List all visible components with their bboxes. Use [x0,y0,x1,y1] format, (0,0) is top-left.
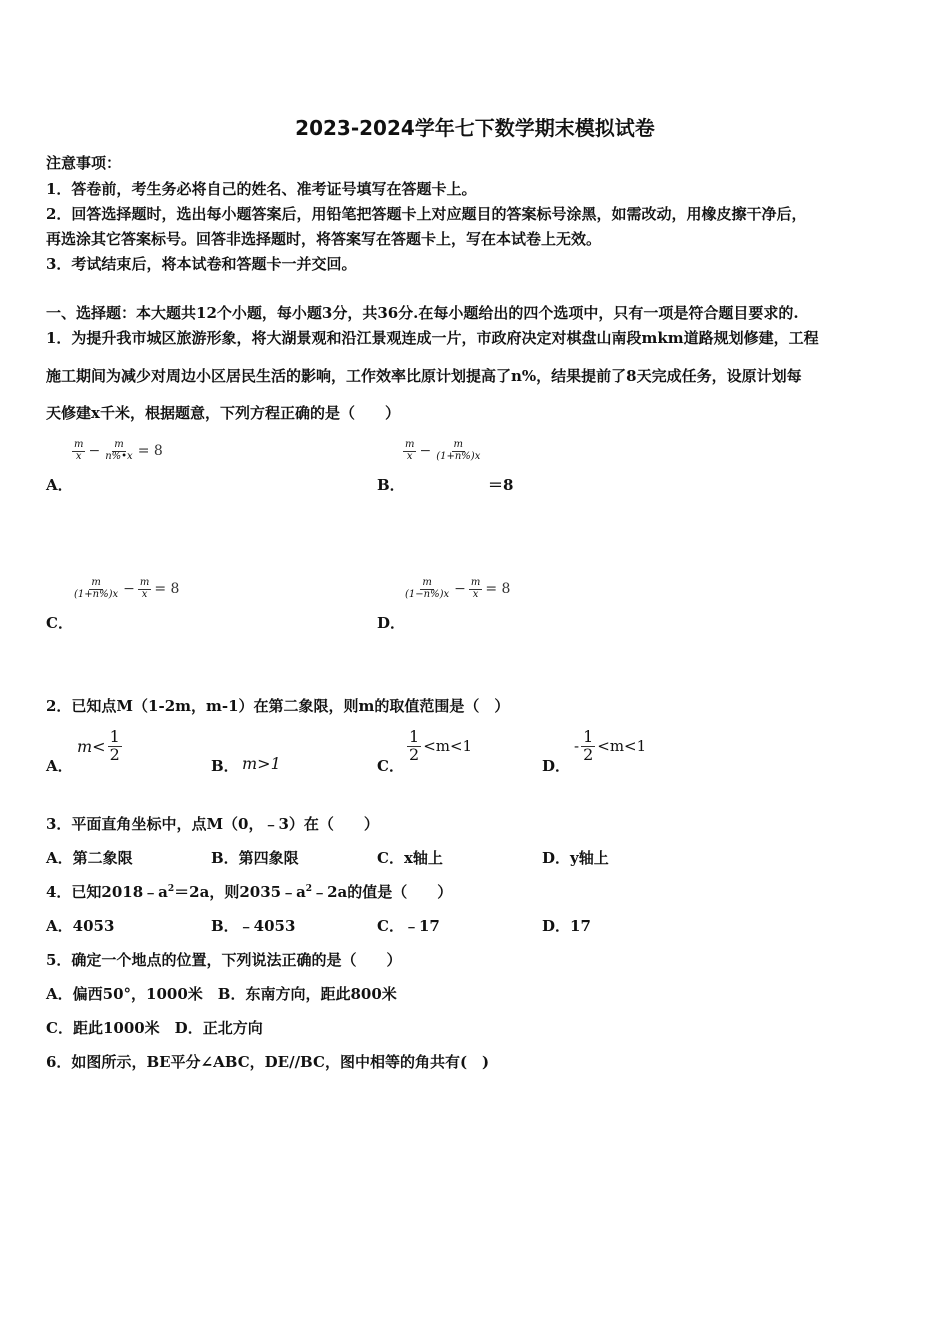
notice-item-3: 3．考试结束后，将本试卷和答题卡一并交回。 [46,255,357,273]
q2-option-d-formula: - $\frac{1}{2}$ <m<1 [574,727,647,764]
q1-option-a-formula: $\frac{m}{x}$ − $\frac{m}{n\%•x}$ = 8 [74,439,163,462]
q4-option-c[interactable]: C．﹣17 [377,917,440,935]
q2-option-b-formula: m>1 [242,754,281,773]
q3-option-b[interactable]: B．第四象限 [211,849,299,867]
q2-option-c-label[interactable]: C． [377,757,404,775]
q3-option-d[interactable]: D．y轴上 [542,849,609,867]
page-title: 2023-2024学年七下数学期末模拟试卷 [295,116,655,140]
q4-option-a[interactable]: A．4053 [46,917,115,935]
q5-options-line-1[interactable]: A．偏西50°，1000米 B．东南方向，距此800米 [46,985,397,1003]
notice-heading: 注意事项： [46,154,122,172]
q3-stem: 3．平面直角坐标中，点M（0，﹣3）在（ ） [46,815,379,833]
notice-item-1: 1．答卷前，考生务必将自己的姓名、准考证号填写在答题卡上。 [46,180,477,198]
q1-option-b-formula: $\frac{m}{x}$ − $\frac{m}{(1+n\%)x}$ [405,439,481,462]
q2-option-d-label[interactable]: D． [542,757,571,775]
q2-option-a-formula: m< $\frac{1}{2}$ [77,727,120,764]
q2-option-c-formula: $\frac{1}{2}$ <m<1 [409,727,473,764]
q1-line-1: 1．为提升我市城区旅游形象，将大湖景观和沿江景观连成一片，市政府决定对棋盘山南段mkm道路规划修建，工程 [46,329,819,347]
q4-stem: 4．已知$2018﹣a^2=2a$，则$2035﹣a^2﹣2a$的值是（ ） [46,883,453,901]
q4-option-d[interactable]: D．17 [542,917,591,935]
q2-stem: 2．已知点M（1-2m，m-1）在第二象限，则m的取值范围是（ ） [46,697,510,715]
q1-option-d-label[interactable]: D． [377,614,406,632]
section-heading: 一、选择题：本大题共12个小题，每小题3分，共36分.在每小题给出的四个选项中，只有一项是符合题目要求的. [46,304,799,322]
q1-option-a-label[interactable]: A． [46,476,73,494]
q1-option-c-formula: $\frac{m}{(1+n\%)x}$ − $\frac{m}{x}$ = 8 [74,577,180,600]
q4-option-b[interactable]: B．﹣4053 [211,917,296,935]
q2-option-b-label[interactable]: B． [211,757,239,775]
q1-option-c-label[interactable]: C． [46,614,73,632]
q1-line-2: 施工期间为减少对周边小区居民生活的影响，工作效率比原计划提高了n%，结果提前了8天完成任务，设原计划每 [46,367,802,385]
q1-option-b-rhs: ＝8 [488,476,514,494]
q2-option-a-label[interactable]: A． [46,757,73,775]
q5-options-line-2[interactable]: C．距此1000米 D．正北方向 [46,1019,263,1037]
q1-option-d-formula: $\frac{m}{(1-n\%)x}$ − $\frac{m}{x}$ = 8 [405,577,511,600]
notice-item-2: 2．回答选择题时，选出每小题答案后，用铅笔把答题卡上对应题目的答案标号涂黑，如需改动，用橡皮擦干净后， [46,205,807,223]
notice-item-2-cont: 再选涂其它答案标号。回答非选择题时，将答案写在答题卡上，写在本试卷上无效。 [46,230,602,248]
q1-line-3: 天修建x千米，根据题意，下列方程正确的是（ ） [46,404,400,422]
q6-stem: 6．如图所示，BE平分∠ABC，DE//BC，图中相等的角共有( ) [46,1053,490,1071]
q1-option-b-label[interactable]: B． [377,476,405,494]
q5-stem: 5．确定一个地点的位置，下列说法正确的是（ ） [46,951,402,969]
q3-option-c[interactable]: C．x轴上 [377,849,443,867]
q3-option-a[interactable]: A．第二象限 [46,849,133,867]
